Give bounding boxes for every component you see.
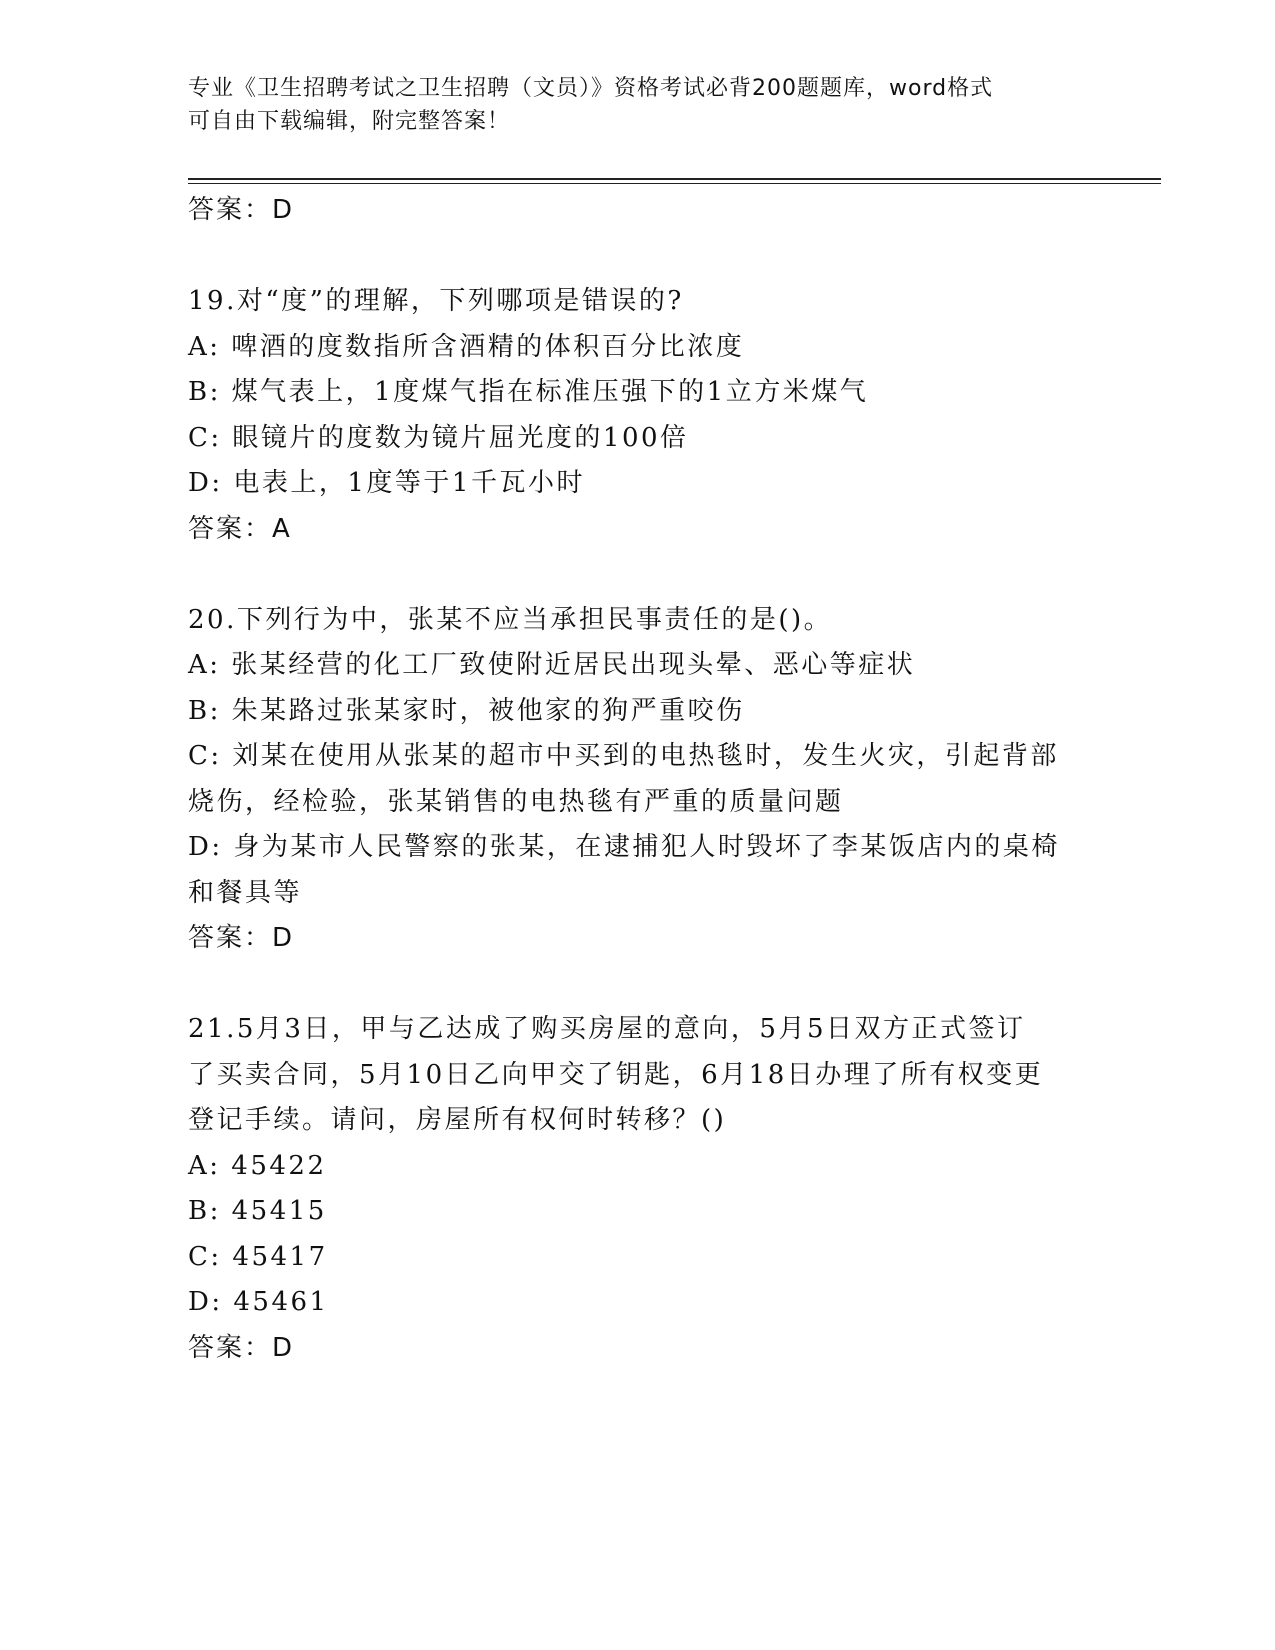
question-stem: 21.5月3日，甲与乙达成了购买房屋的意向，5月5日双方正式签订 bbox=[188, 1014, 1026, 1044]
option-b: B: 45415 bbox=[188, 1196, 327, 1226]
option-b: B: 朱某路过张某家时，被他家的狗严重咬伤 bbox=[188, 695, 745, 726]
option-a: A: 张某经营的化工厂致使附近居民出现头晕、恶心等症状 bbox=[188, 650, 916, 680]
question-21 bbox=[188, 1007, 1088, 1371]
header-divider-thick bbox=[188, 178, 1161, 180]
header-line-2: 可自由下载编辑，附完整答案！ bbox=[188, 109, 511, 134]
question-stem-continued: 了买卖合同，5月10日乙向甲交了钥匙，6月18日办理了所有权变更 bbox=[188, 1059, 1044, 1090]
option-c: C: 眼镜片的度数为镜片屈光度的100倍 bbox=[188, 422, 689, 453]
answer-label: 答案：D bbox=[188, 1332, 295, 1363]
header-divider-thin bbox=[188, 183, 1161, 184]
answer-label: 答案：A bbox=[188, 513, 292, 544]
spacer bbox=[188, 234, 1088, 280]
question-stem: 19.对“度”的理解，下列哪项是错误的? bbox=[188, 286, 684, 316]
option-a: A: 啤酒的度数指所含酒精的体积百分比浓度 bbox=[188, 331, 745, 362]
answer-label: 答案：D bbox=[188, 923, 295, 953]
question-stem: 20.下列行为中，张某不应当承担民事责任的是()。 bbox=[188, 604, 833, 635]
document-header bbox=[188, 72, 1088, 138]
option-d: D: 身为某市人民警察的张某，在逮捕犯人时毁坏了李某饭店内的桌椅 bbox=[188, 832, 1060, 862]
spacer bbox=[188, 552, 1088, 598]
option-d: D: 电表上，1度等于1千瓦小时 bbox=[188, 468, 585, 498]
question-list bbox=[188, 188, 1088, 1371]
option-d-continued: 和餐具等 bbox=[188, 877, 303, 908]
option-c: C: 刘某在使用从张某的超市中买到的电热毯时，发生火灾，引起背部 bbox=[188, 741, 1059, 771]
question-19 bbox=[188, 279, 1088, 552]
option-d: D: 45461 bbox=[188, 1287, 329, 1317]
spacer bbox=[188, 962, 1088, 1008]
option-c-continued: 烧伤，经检验，张某销售的电热毯有严重的质量问题 bbox=[188, 786, 844, 817]
option-a: A: 45422 bbox=[188, 1150, 327, 1181]
header-line-1: 专业《卫生招聘考试之卫生招聘（文员）》资格考试必背200题题库，word格式 bbox=[188, 76, 994, 101]
previous-answer: 答案：D bbox=[188, 195, 295, 225]
option-b: B: 煤气表上，1度煤气指在标准压强下的1立方米煤气 bbox=[188, 377, 869, 407]
question-20 bbox=[188, 598, 1088, 962]
question-stem-continued: 登记手续。请问，房屋所有权何时转移？() bbox=[188, 1105, 727, 1135]
option-c: C: 45417 bbox=[188, 1241, 328, 1272]
